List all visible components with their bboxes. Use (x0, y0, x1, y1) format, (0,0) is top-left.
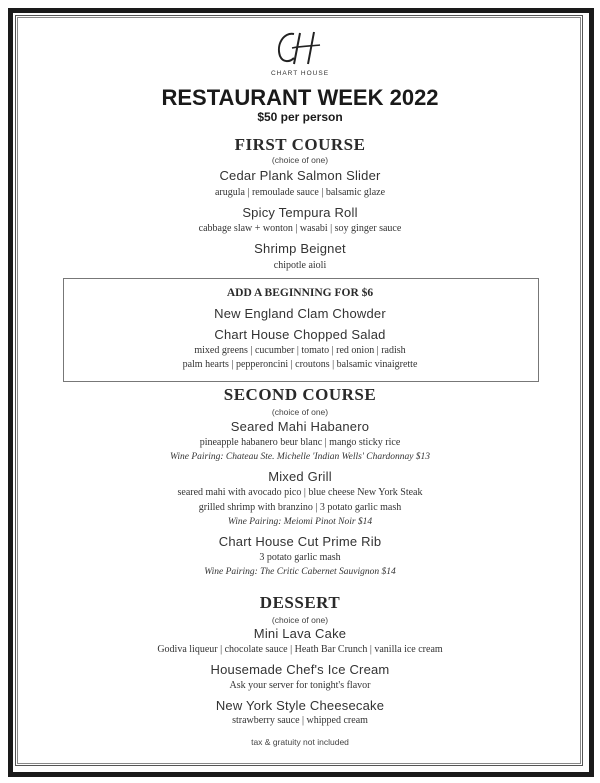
menu-item-name: New York Style Cheesecake (215, 698, 385, 713)
add-on-heading: ADD A BEGINNING FOR $6 (226, 287, 374, 299)
menu-item-name: Mixed Grill (268, 469, 332, 484)
dessert-choice: (choice of one) (271, 615, 329, 625)
page-title: RESTAURANT WEEK 2022 (161, 85, 439, 110)
menu-item-desc: Godiva liqueur | chocolate sauce | Heath Bar Crunch | vanilla ice cream (157, 644, 443, 655)
menu-item-desc: grilled shrimp with branzino | 3 potato garlic mash (198, 502, 402, 513)
menu-item-desc: 3 potato garlic mash (259, 552, 341, 563)
menu-item-desc: pineapple habanero beur blanc | mango sticky rice (199, 437, 401, 448)
menu-item-desc: chipotle aioli (273, 260, 327, 271)
menu-item-name: Spicy Tempura Roll (242, 205, 358, 220)
menu-item-desc: mixed greens | cucumber | tomato | red onion | radish (194, 345, 406, 356)
menu-item-name: Seared Mahi Habanero (230, 419, 370, 434)
menu-item-name: New England Clam Chowder (214, 306, 386, 321)
menu-item-name: Chart House Cut Prime Rib (218, 534, 382, 549)
menu-item-name: Chart House Chopped Salad (214, 327, 386, 342)
menu-item-desc: seared mahi with avocado pico | blue cheese New York Steak (177, 487, 423, 498)
menu-item-desc: strawberry sauce | whipped cream (232, 715, 368, 726)
footer-note: tax & gratuity not included (251, 737, 349, 747)
second-course-choice: (choice of one) (271, 407, 329, 417)
menu-item-name: Housemade Chef's Ice Cream (210, 662, 390, 677)
chart-house-logo (270, 28, 330, 68)
menu-item-desc: arugula | remoulade sauce | balsamic glaze (214, 187, 386, 198)
wine-pairing: Wine Pairing: The Critic Cabernet Sauvignon $14 (204, 567, 396, 577)
first-course-heading: FIRST COURSE (234, 135, 366, 154)
dessert-heading: DESSERT (259, 593, 341, 612)
menu-item-desc: palm hearts | pepperoncini | croutons | balsamic vinaigrette (182, 359, 418, 370)
second-course-heading: SECOND COURSE (223, 385, 377, 404)
wine-pairing: Wine Pairing: Meiomi Pinot Noir $14 (227, 517, 373, 527)
first-course-choice: (choice of one) (271, 155, 329, 165)
menu-item-name: Shrimp Beignet (254, 241, 346, 256)
menu-item-desc: cabbage slaw + wonton | wasabi | soy ginger sauce (198, 223, 402, 234)
menu-item-desc: Ask your server for tonight's flavor (229, 680, 371, 691)
wine-pairing: Wine Pairing: Chateau Ste. Michelle 'Indian Wells' Chardonnay $13 (169, 452, 431, 462)
menu-item-name: Cedar Plank Salmon Slider (219, 168, 381, 183)
price-per-person: $50 per person (257, 110, 343, 124)
menu-item-name: Mini Lava Cake (253, 626, 347, 641)
brand-name: CHART HOUSE (270, 70, 330, 77)
